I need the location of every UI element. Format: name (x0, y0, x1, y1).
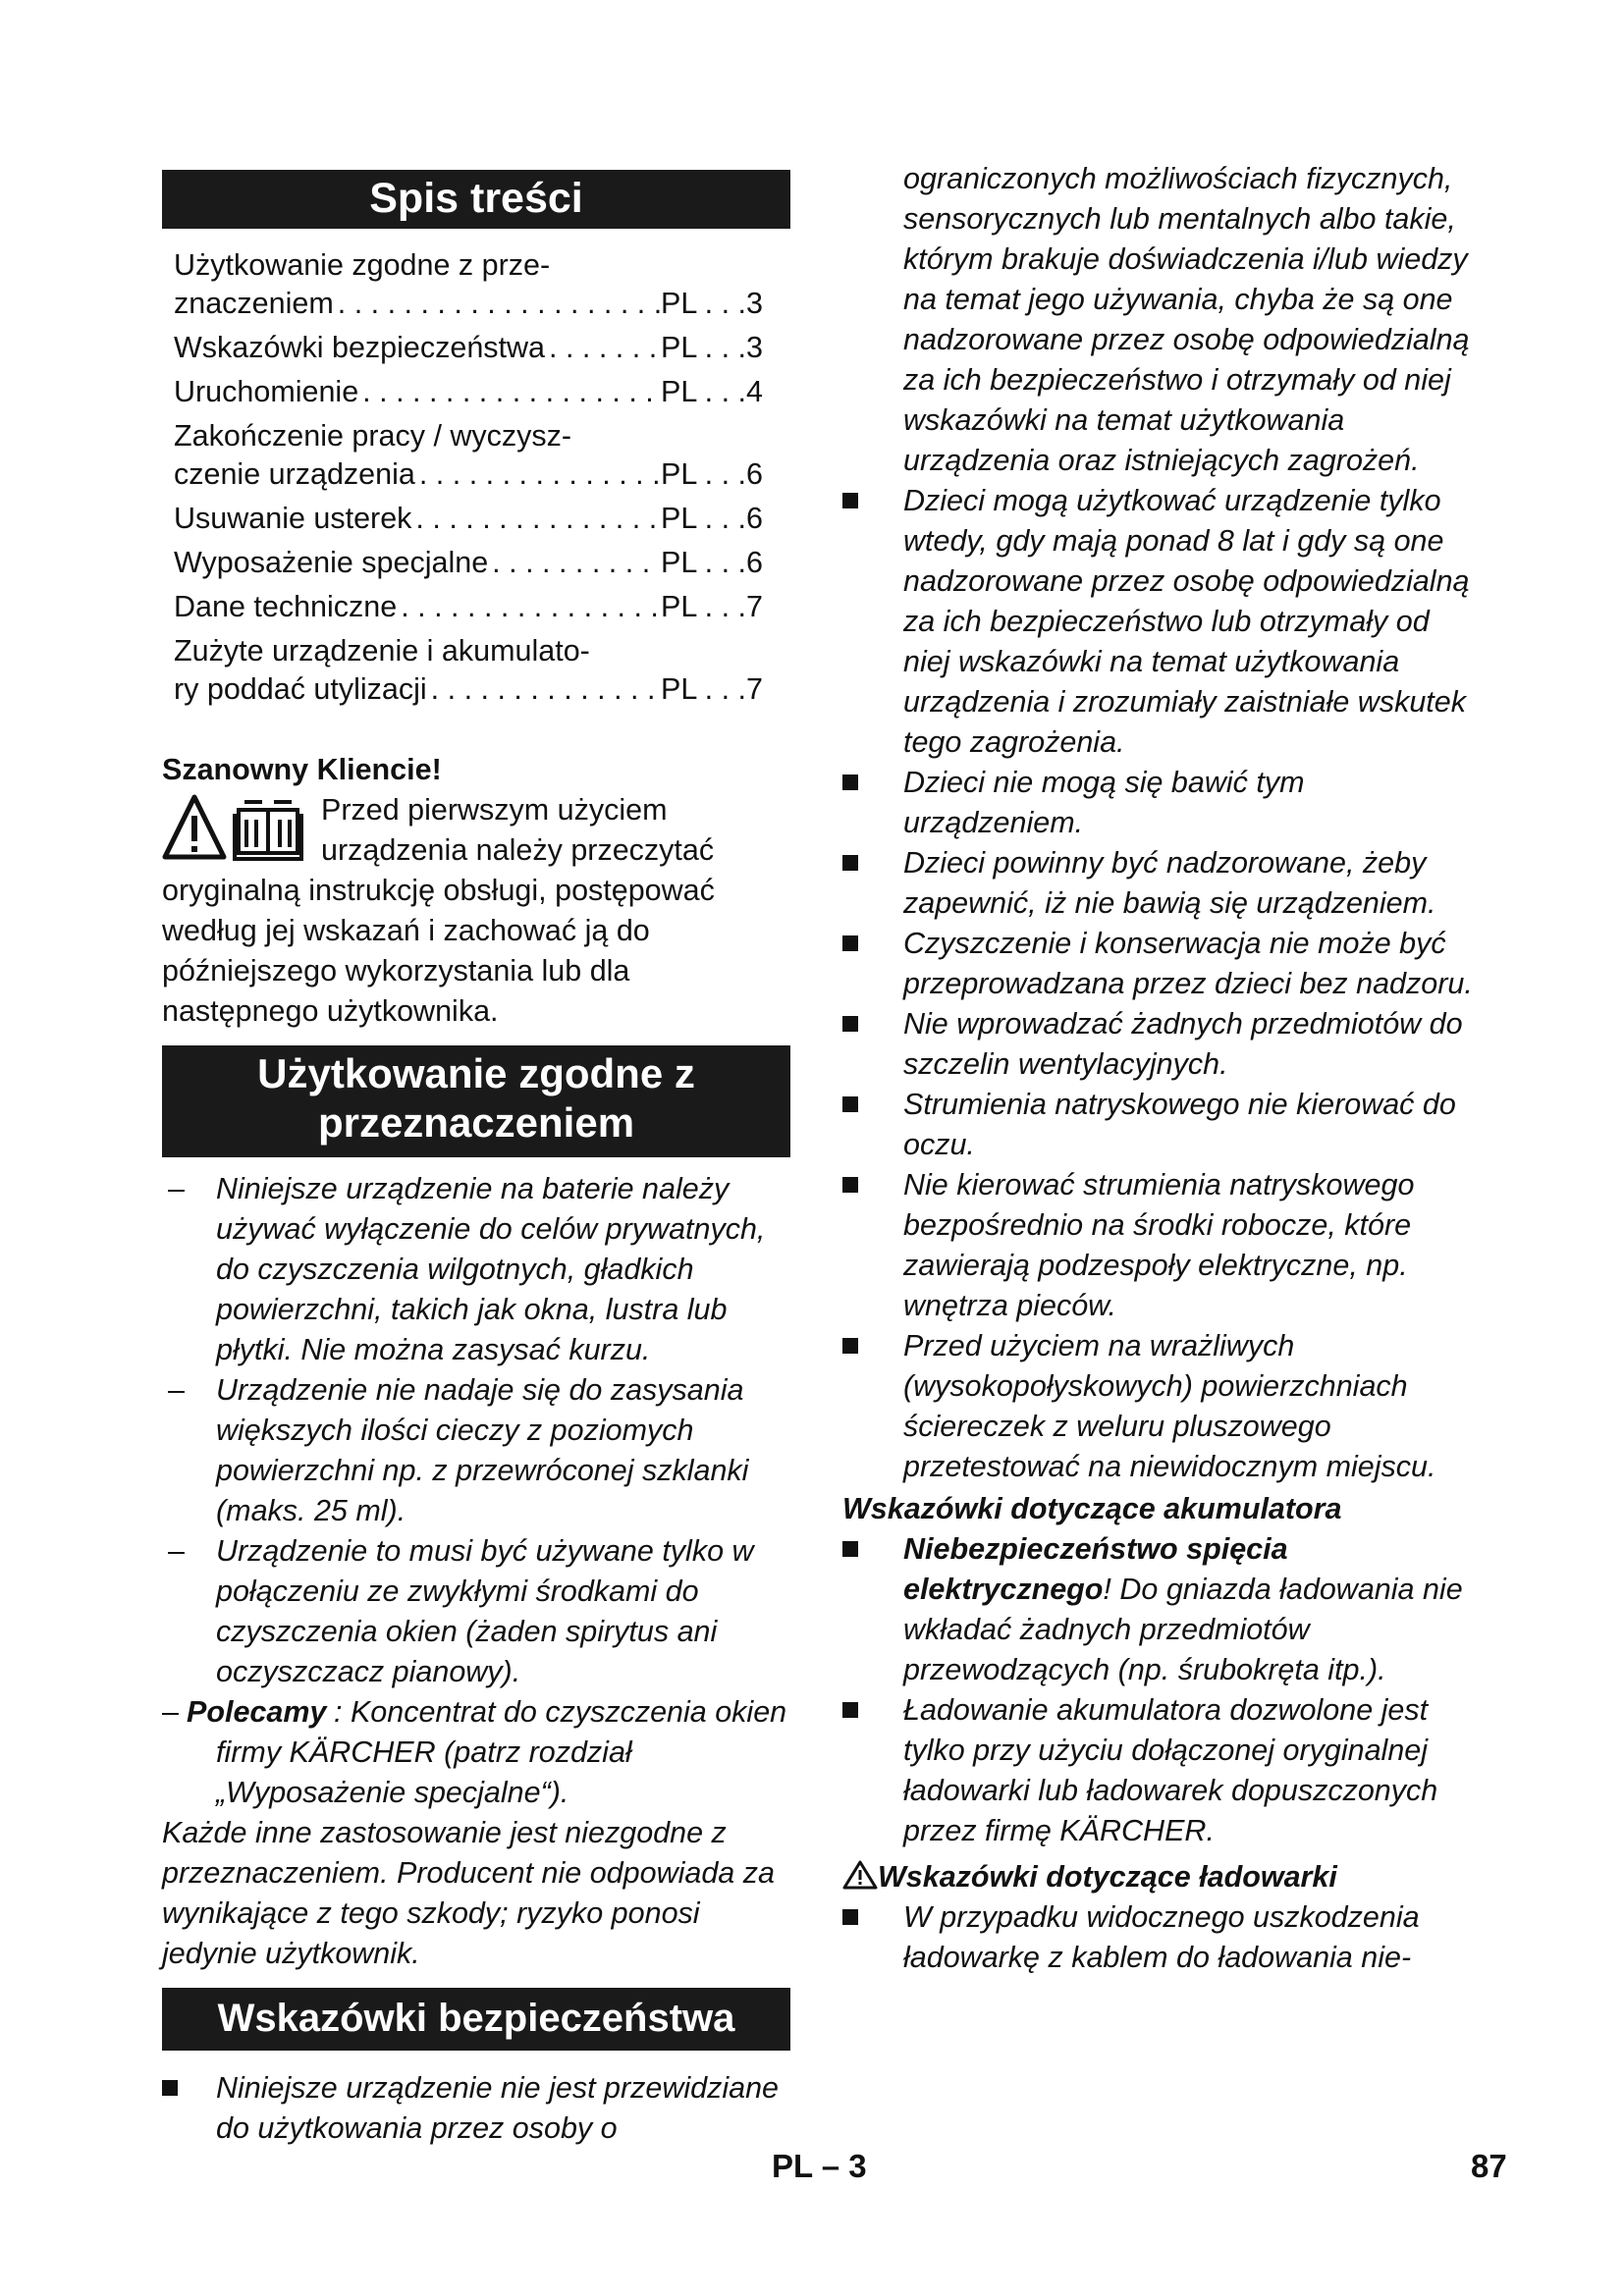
bullet-square-icon (842, 1177, 858, 1193)
toc-entry[interactable] (174, 417, 763, 494)
recommend-text: : Koncentrat do czyszczenia okien firmy KÄRCHER (patrz rozdział „Wyposażenie specjalne“). (216, 1695, 787, 1809)
battery-warning-bold: Niebezpieczeństwo spięcia elektrycznego (903, 1532, 1288, 1606)
list-item-text: Dzieci mogą użytkować urządzenie tylko wtedy, gdy mają ponad 8 lat i gdy są one nadzorowane przez osobę odpowiedzialną za ich bezpieczeństwo lub otrzymały od niej wskazówki na temat użytkowania urządzenia i zrozumiały zaistniałe wskutek tego zagrożenia. (903, 484, 1470, 759)
toc-entry[interactable] (174, 373, 763, 411)
right-column (842, 159, 1481, 1978)
toc-entry-line1: Zakończenie pracy / wyczysz- (174, 419, 572, 453)
recommend-label: Polecamy (187, 1695, 327, 1729)
warning-manual-icons (162, 792, 311, 863)
bullet-square-icon (842, 1541, 858, 1557)
list-item-text: Strumienia natryskowego nie kierować do oczu. (903, 1088, 1456, 1161)
toc-entry-page: PL . . .6 (661, 502, 763, 535)
toc-entry-title: Usuwanie usterek (174, 502, 412, 535)
battery-heading: Wskazówki dotyczące akumulatora (842, 1492, 1342, 1525)
manual-book-icon (235, 802, 301, 859)
list-item (842, 1085, 1481, 1165)
toc-entry-title: Wyposażenie specjalne (174, 546, 489, 579)
list-item (842, 481, 1481, 763)
toc-entry-title: czenie urządzenia (174, 457, 415, 491)
bullet-square-icon (842, 1909, 858, 1925)
toc-entry-title: znaczeniem (174, 287, 334, 320)
safety-list-left (162, 2068, 790, 2149)
list-item (842, 1004, 1481, 1085)
toc-title: Spis treści (162, 170, 790, 229)
toc-entry-page: PL . . .4 (661, 375, 763, 408)
toc-entry[interactable] (174, 500, 763, 538)
intended-use-list (162, 1169, 790, 1813)
bullet-square-icon (842, 1338, 858, 1354)
intended-use-title-line2: przeznaczeniem (317, 1099, 635, 1146)
bullet-square-icon (162, 2080, 178, 2096)
greeting-heading: Szanowny Kliencie! (162, 753, 442, 786)
greeting-paragraph (162, 790, 790, 1032)
list-item: – Urządzenie to musi być używane tylko w połączeniu ze zwykłymi środkami do czyszczenia okien (żaden spirytus ani oczyszczacz pianowy). (168, 1534, 754, 1688)
recommend-item (162, 1692, 790, 1813)
list-item (842, 1529, 1481, 1690)
charger-heading (842, 1857, 1481, 1897)
bullet-square-icon (842, 1096, 858, 1112)
footer-section-code: PL – 3 (772, 2148, 867, 2184)
bullet-square-icon (842, 493, 858, 508)
toc-entry-title: ry poddać utylizacji (174, 672, 427, 706)
list-item (162, 2068, 790, 2149)
list-item-text: Ładowanie akumulatora dozwolone jest tylko przy użyciu dołączonej oryginalnej ładowarki lub ładowarek dopuszczonych przez firmę KÄRCHER. (903, 1693, 1438, 1847)
list-item-text: W przypadku widocznego uszkodzenia ładowarkę z kablem do ładowania nie- (903, 1900, 1420, 1974)
toc-entry[interactable] (174, 329, 763, 367)
list-item (842, 1897, 1481, 1978)
left-column (162, 170, 790, 2149)
toc-entry-title: Uruchomienie (174, 375, 359, 408)
warning-icon (842, 1860, 878, 1890)
safety-list-right (842, 481, 1481, 1487)
list-item: – Urządzenie nie nadaje się do zasysania większych ilości cieczy z poziomych powierzchni np. z przewróconej szklanki (maks. 25 ml). (168, 1373, 749, 1527)
list-item: – Niniejsze urządzenie na baterie należy używać wyłączenie do celów prywatnych, do czyszczenia wilgotnych, gładkich powierzchni, takich jak okna, lustra lub płytki. Nie można zasysać kurzu. (168, 1172, 766, 1366)
toc-entry-page: PL . . .7 (661, 672, 763, 706)
list-item-text: Nie kierować strumienia natryskowego bezpośrednio na środki robocze, które zawierają podzespoły elektryczne, np. wnętrza pieców. (903, 1168, 1415, 1322)
warning-icon (165, 797, 224, 857)
recommend-marker: – (162, 1695, 179, 1729)
toc-entry-line1: Użytkowanie zgodne z prze- (174, 248, 551, 282)
toc-entry[interactable] (174, 632, 763, 709)
list-item-text: Dzieci powinny być nadzorowane, żeby zapewnić, iż nie bawią się urządzeniem. (903, 846, 1436, 920)
list-item (842, 843, 1481, 924)
toc-entry-page: PL . . .3 (661, 331, 763, 364)
toc-entry-page: PL . . .7 (661, 590, 763, 623)
list-item-text: Czyszczenie i konserwacja nie może być przeprowadzana przez dzieci bez nadzoru. (903, 927, 1473, 1000)
toc-entry-title: Dane techniczne (174, 590, 398, 623)
list-item (842, 763, 1481, 843)
list-item-text: Niniejsze urządzenie nie jest przewidziane do użytkowania przez osoby o (216, 2071, 780, 2145)
toc-entry-page: PL . . .6 (661, 546, 763, 579)
bullet-square-icon (842, 1702, 858, 1718)
list-item-text: Urządzenie to musi być używane tylko w połączeniu ze zwykłymi środkami do czyszczenia okien (żaden spirytus ani oczyszczacz pianowy). (216, 1534, 754, 1688)
list-item-text: Przed użyciem na wrażliwych (wysokopołyskowych) powierzchniach ściereczek z weluru pluszowego przetestować na niewidocznym miejscu. (903, 1329, 1436, 1483)
intended-use-title-line1: Użytkowanie zgodne z (257, 1050, 695, 1096)
bullet-square-icon (842, 1016, 858, 1032)
toc-entry[interactable] (174, 588, 763, 626)
greeting-text: Przed pierwszym użyciem urządzenia należy przeczytać oryginalną instrukcję obsługi, postępować według jej wskazań i zachować ją do późniejszego wykorzystania lub dla następnego użytkownika. (162, 793, 715, 1028)
list-item-continued: ograniczonych możliwościach fizycznych, sensorycznych lub mentalnych albo takie, którym brakuje doświadczenia i/lub wiedzy na temat jego używania, chyba że są one nadzorowane przez osobę odpowiedzialną za ich bezpieczeństwo i otrzymały od niej wskazówki na temat użytkowania urządzenia oraz istniejących zagrożeń. (903, 162, 1470, 477)
list-item (842, 924, 1481, 1004)
list-item (842, 1326, 1481, 1487)
list-item-text: Dzieci nie mogą się bawić tym urządzeniem. (903, 766, 1305, 839)
toc-entry[interactable] (174, 544, 763, 582)
bullet-square-icon (842, 855, 858, 871)
list-item (842, 1690, 1481, 1851)
intended-use-title (162, 1045, 790, 1157)
table-of-contents (174, 246, 763, 709)
toc-entry-page: PL . . .3 (661, 287, 763, 320)
bullet-square-icon (842, 774, 858, 790)
toc-entry-title: Wskazówki bezpieczeństwa (174, 331, 546, 364)
safety-title: Wskazówki bezpieczeństwa (162, 1988, 790, 2051)
list-item-text: Nie wprowadzać żadnych przedmiotów do szczelin wentylacyjnych. (903, 1007, 1463, 1081)
footer-page-number: 87 (1471, 2148, 1507, 2184)
list-item-text: Niniejsze urządzenie na baterie należy używać wyłączenie do celów prywatnych, do czyszczenia wilgotnych, gładkich powierzchni, takich jak okna, lustra lub płytki. Nie można zasysać kurzu. (216, 1172, 766, 1366)
toc-entry-page: PL . . .6 (661, 457, 763, 491)
bullet-square-icon (842, 935, 858, 951)
intended-use-closing: Każde inne zastosowanie jest niezgodne z przeznaczeniem. Producent nie odpowiada za wynikające z tego szkody; ryzyko ponosi jedynie użytkownik. (162, 1816, 775, 1970)
list-item-text: ! Do gniazda ładowania nie wkładać żadnych przedmiotów przewodzących (np. śrubokręta itp.). (903, 1573, 1463, 1686)
toc-entry[interactable] (174, 246, 763, 323)
charger-heading-text: Wskazówki dotyczące ładowarki (878, 1860, 1337, 1894)
toc-entry-line1: Zużyte urządzenie i akumulato- (174, 634, 590, 667)
list-item (842, 1165, 1481, 1326)
list-item-text: Urządzenie nie nadaje się do zasysania większych ilości cieczy z poziomych powierzchni np. z przewróconej szklanki (maks. 25 ml). (216, 1373, 749, 1527)
